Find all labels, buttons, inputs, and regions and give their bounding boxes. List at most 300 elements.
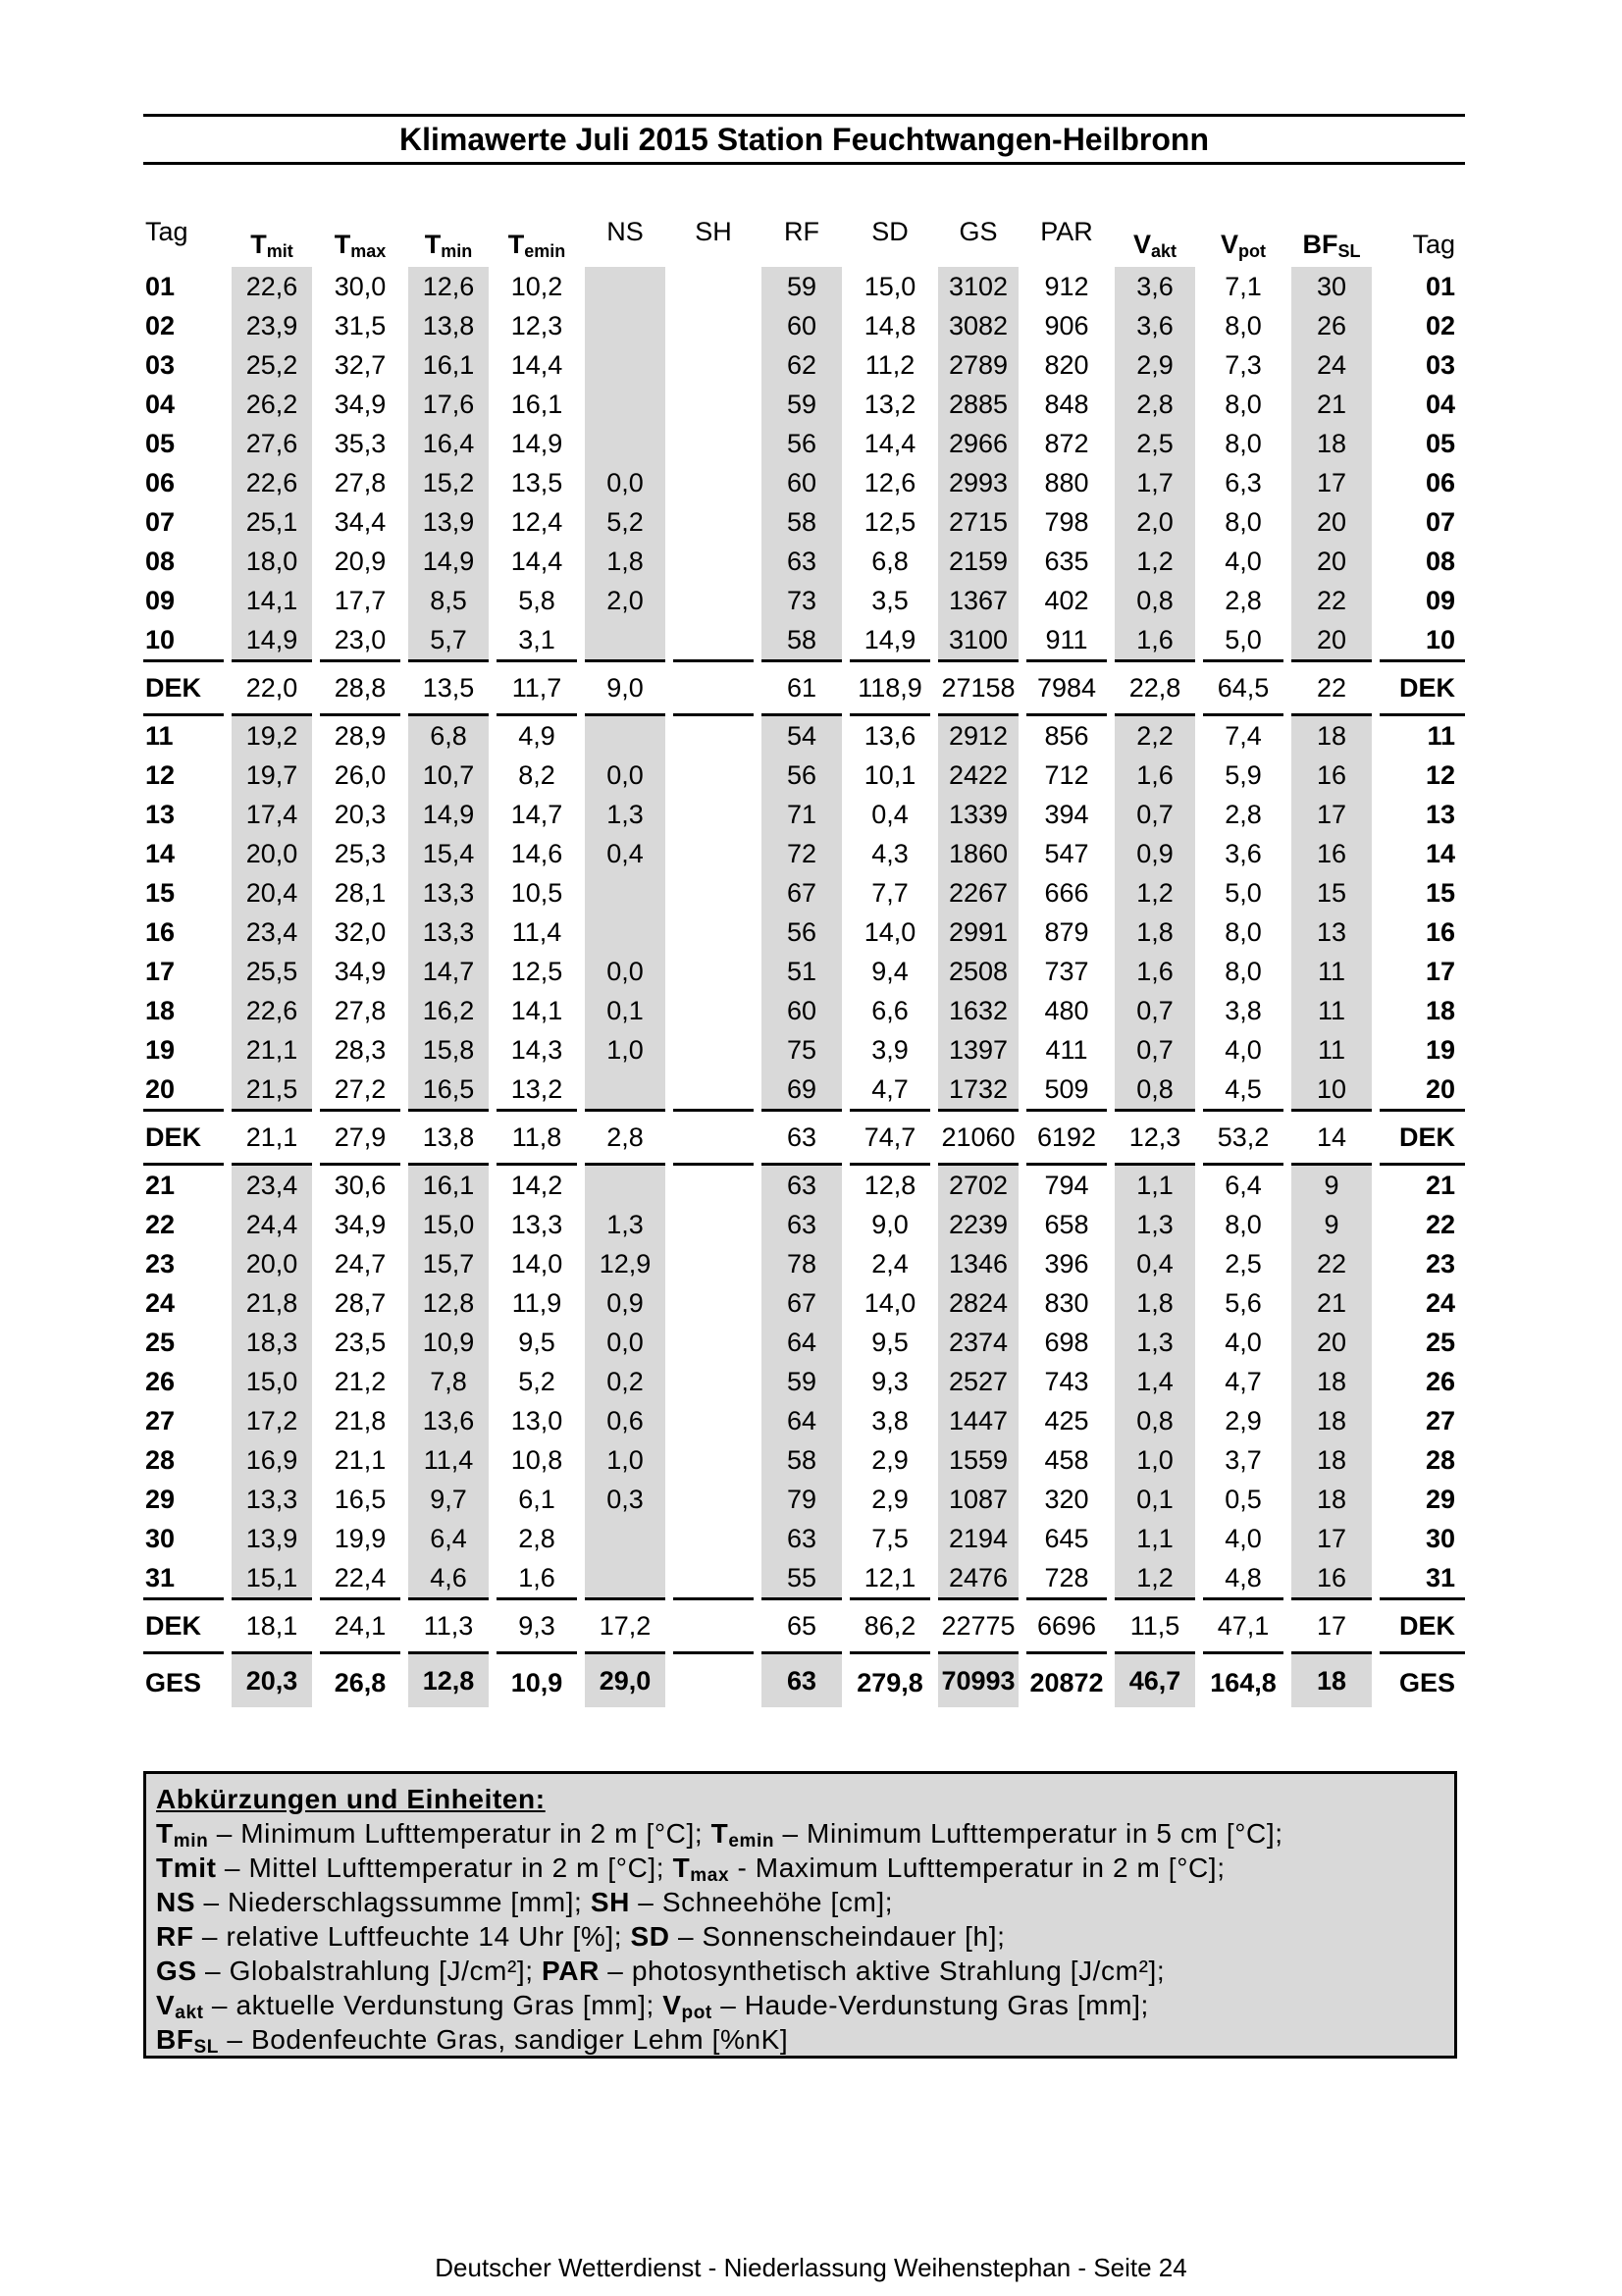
table-cell: 14,4 bbox=[510, 547, 563, 576]
table-cell: 20 bbox=[1287, 542, 1376, 581]
legend-term: SH bbox=[590, 1887, 630, 1917]
table-cell: 17 bbox=[1287, 795, 1376, 834]
table-cell: 14,0 bbox=[863, 917, 916, 947]
legend-line bbox=[156, 1954, 1454, 1988]
row-tag: 02 bbox=[145, 311, 176, 340]
table-cell bbox=[669, 795, 758, 834]
table-row bbox=[143, 1070, 1465, 1111]
table-cell: 458 bbox=[1044, 1445, 1089, 1475]
table-cell: 11,8 bbox=[493, 1111, 581, 1165]
row-tag: 25 bbox=[145, 1328, 176, 1357]
table-cell: 27,8 bbox=[334, 996, 387, 1025]
table-cell: 4,3 bbox=[871, 839, 909, 868]
table-cell: 7984 bbox=[1022, 661, 1111, 715]
table-cell: 5,2 bbox=[518, 1367, 555, 1396]
table-cell bbox=[581, 267, 669, 306]
table-cell: 23,4 bbox=[228, 1165, 316, 1206]
table-cell: 14,0 bbox=[510, 1249, 563, 1278]
table-cell: 12,6 bbox=[863, 468, 916, 497]
row-tag-right: 29 bbox=[1425, 1485, 1455, 1514]
table-cell: 7,4 bbox=[1199, 715, 1287, 757]
table-cell: 17 bbox=[1287, 1519, 1376, 1558]
table-cell bbox=[581, 1519, 669, 1558]
table-cell: 28,8 bbox=[316, 661, 404, 715]
table-cell: 8,0 bbox=[1225, 311, 1262, 340]
table-cell: 5,6 bbox=[1225, 1288, 1262, 1318]
table-cell: 1,0 bbox=[581, 1440, 669, 1480]
table-cell: 10,5 bbox=[510, 878, 563, 908]
table-cell: 23,9 bbox=[228, 306, 316, 345]
row-tag-right: 05 bbox=[1425, 429, 1455, 458]
table-cell: 1,3 bbox=[1111, 1323, 1199, 1362]
table-cell: 2194 bbox=[934, 1519, 1022, 1558]
table-cell: 69 bbox=[758, 1070, 846, 1111]
table-cell: 79 bbox=[758, 1480, 846, 1519]
row-tag-right: 15 bbox=[1425, 878, 1455, 908]
table-cell: 12,1 bbox=[863, 1563, 916, 1592]
table-cell: 394 bbox=[1044, 800, 1089, 829]
table-cell: 1,2 bbox=[1111, 1558, 1199, 1599]
table-cell: 880 bbox=[1044, 468, 1089, 497]
table-cell: 6,1 bbox=[518, 1485, 555, 1514]
table-cell: 1,1 bbox=[1111, 1519, 1199, 1558]
table-cell: 2,5 bbox=[1225, 1249, 1262, 1278]
table-cell: 9,5 bbox=[871, 1328, 909, 1357]
table-cell: 0,4 bbox=[581, 834, 669, 873]
table-cell: 820 bbox=[1044, 350, 1089, 380]
table-cell: 18 bbox=[1287, 1480, 1376, 1519]
row-tag-right: 06 bbox=[1425, 468, 1455, 497]
table-cell: 63 bbox=[758, 1519, 846, 1558]
table-cell: 21,8 bbox=[228, 1283, 316, 1323]
table-cell: 0,0 bbox=[581, 463, 669, 502]
table-cell: 2,2 bbox=[1111, 715, 1199, 757]
table-cell: 3100 bbox=[934, 620, 1022, 661]
table-cell: 13,5 bbox=[404, 661, 493, 715]
row-tag-right: 17 bbox=[1425, 957, 1455, 986]
table-cell bbox=[669, 1030, 758, 1070]
header-col-symbol: V bbox=[1221, 230, 1239, 259]
table-cell: 23,4 bbox=[228, 913, 316, 952]
table-cell: 13,3 bbox=[228, 1480, 316, 1519]
table-cell: 2,4 bbox=[871, 1249, 909, 1278]
table-cell: 16,9 bbox=[228, 1440, 316, 1480]
legend-term: V bbox=[156, 1990, 176, 2020]
table-cell: 19,2 bbox=[228, 715, 316, 757]
table-cell: 10,9 bbox=[404, 1323, 493, 1362]
table-cell: 14 bbox=[1287, 1111, 1376, 1165]
table-cell: 0,1 bbox=[1111, 1480, 1199, 1519]
table-cell: 1,0 bbox=[1111, 1440, 1199, 1480]
table-cell: 12,5 bbox=[510, 957, 563, 986]
header-col-symbol: T bbox=[424, 230, 442, 259]
header-col bbox=[758, 196, 846, 267]
table-row bbox=[143, 620, 1465, 661]
row-tag-right: 11 bbox=[1376, 715, 1465, 757]
table-cell: 15,8 bbox=[404, 1030, 493, 1070]
table-cell: 4,0 bbox=[1225, 1035, 1262, 1065]
table-cell: 26,0 bbox=[334, 760, 387, 790]
table-cell: 18,1 bbox=[228, 1599, 316, 1653]
table-cell: 2702 bbox=[934, 1165, 1022, 1206]
table-cell: 58 bbox=[758, 502, 846, 542]
table-cell: 32,0 bbox=[334, 917, 387, 947]
table-cell: 2,9 bbox=[1111, 345, 1199, 385]
table-cell: 6,8 bbox=[404, 715, 493, 757]
table-cell: 2824 bbox=[934, 1283, 1022, 1323]
table-cell: 56 bbox=[758, 756, 846, 795]
table-cell: 14,0 bbox=[863, 1288, 916, 1318]
table-cell: 23,5 bbox=[334, 1328, 387, 1357]
legend-text: – aktuelle Verdunstung Gras [mm]; bbox=[203, 1990, 663, 2020]
table-cell: 16 bbox=[1287, 1558, 1376, 1599]
legend-term-subscript: emin bbox=[728, 1831, 775, 1852]
table-cell: 17,2 bbox=[228, 1401, 316, 1440]
row-tag: 26 bbox=[145, 1367, 176, 1396]
legend-text: – Schneehöhe [cm]; bbox=[629, 1887, 894, 1917]
header-col-subscript: emin bbox=[524, 241, 566, 261]
table-cell: 13,8 bbox=[404, 1111, 493, 1165]
table-cell: 1,6 bbox=[1111, 756, 1199, 795]
table-cell: 3,9 bbox=[871, 1035, 909, 1065]
header-col-symbol: T bbox=[507, 230, 525, 259]
table-row bbox=[143, 1030, 1465, 1070]
table-cell: 20,0 bbox=[228, 834, 316, 873]
table-cell: 63 bbox=[758, 542, 846, 581]
table-cell: 794 bbox=[1022, 1165, 1111, 1206]
table-cell: 59 bbox=[758, 267, 846, 306]
page-title: Klimawerte Juli 2015 Station Feuchtwangen-Heilbronn bbox=[398, 122, 1210, 157]
table-cell: 63 bbox=[758, 1653, 846, 1712]
table-cell: 14,9 bbox=[228, 620, 316, 661]
table-cell: 8,5 bbox=[404, 581, 493, 620]
table-cell: 5,2 bbox=[581, 502, 669, 542]
table-cell: 24,1 bbox=[316, 1599, 404, 1653]
table-cell: 13,9 bbox=[228, 1519, 316, 1558]
row-tag: 18 bbox=[145, 996, 176, 1025]
table-cell: 4,7 bbox=[1225, 1367, 1262, 1396]
table-cell: 10,8 bbox=[510, 1445, 563, 1475]
table-cell: 9,5 bbox=[518, 1328, 555, 1357]
table-cell: 11 bbox=[1287, 991, 1376, 1030]
table-cell: 62 bbox=[758, 345, 846, 385]
row-tag: DEK bbox=[143, 1111, 228, 1165]
table-cell: 13,6 bbox=[846, 715, 934, 757]
table-cell: 86,2 bbox=[846, 1599, 934, 1653]
table-cell: 26,2 bbox=[228, 385, 316, 424]
table-cell: 164,8 bbox=[1199, 1653, 1287, 1712]
table-cell bbox=[669, 542, 758, 581]
table-cell: 1,2 bbox=[1111, 542, 1199, 581]
table-cell: 0,9 bbox=[581, 1283, 669, 1323]
table-cell: 17,7 bbox=[334, 586, 387, 615]
table-cell: 22775 bbox=[934, 1599, 1022, 1653]
table-cell: 1087 bbox=[934, 1480, 1022, 1519]
legend-term: T bbox=[156, 1818, 174, 1849]
table-cell: 830 bbox=[1044, 1288, 1089, 1318]
header-col bbox=[846, 196, 934, 267]
table-cell: 7,1 bbox=[1225, 272, 1262, 301]
table-cell: 4,0 bbox=[1225, 1524, 1262, 1553]
table-cell: 2,0 bbox=[1111, 502, 1199, 542]
legend-term: BF bbox=[156, 2024, 194, 2055]
table-cell: 30,0 bbox=[334, 272, 387, 301]
table-cell: 63 bbox=[758, 1205, 846, 1244]
table-cell: 20 bbox=[1287, 620, 1376, 661]
decade-row bbox=[143, 1111, 1465, 1165]
table-cell: 15,7 bbox=[404, 1244, 493, 1283]
table-cell: 879 bbox=[1044, 917, 1089, 947]
table-cell: 35,3 bbox=[334, 429, 387, 458]
table-row bbox=[143, 581, 1465, 620]
table-cell: 34,9 bbox=[334, 957, 387, 986]
table-cell: 1,7 bbox=[1111, 463, 1199, 502]
header-col bbox=[1022, 196, 1111, 267]
table-cell: 34,9 bbox=[334, 1210, 387, 1239]
table-cell bbox=[669, 873, 758, 913]
table-cell: 7,7 bbox=[871, 878, 909, 908]
table-cell: 12,6 bbox=[404, 267, 493, 306]
header-col-symbol: T bbox=[250, 230, 267, 259]
table-cell: 14,9 bbox=[404, 542, 493, 581]
table-cell bbox=[669, 756, 758, 795]
table-cell: 0,8 bbox=[1111, 1070, 1199, 1111]
legend-term: V bbox=[662, 1990, 682, 2020]
table-cell bbox=[669, 1070, 758, 1111]
table-cell: 1,8 bbox=[581, 542, 669, 581]
legend-text: – Bodenfeuchte Gras, sandiger Lehm [%nK] bbox=[219, 2024, 789, 2055]
legend-term: T bbox=[672, 1852, 691, 1883]
table-cell: 10 bbox=[1287, 1070, 1376, 1111]
table-cell: 11,2 bbox=[864, 350, 916, 380]
table-cell: 13,3 bbox=[404, 873, 493, 913]
table-cell: 15,0 bbox=[228, 1362, 316, 1401]
table-cell: 15,0 bbox=[863, 272, 916, 301]
table-cell: 58 bbox=[758, 1440, 846, 1480]
table-cell bbox=[669, 1165, 758, 1206]
table-cell: 24,4 bbox=[228, 1205, 316, 1244]
table-cell: 24 bbox=[1287, 345, 1376, 385]
table-cell: 3,6 bbox=[1111, 306, 1199, 345]
table-cell: 2,0 bbox=[581, 581, 669, 620]
table-row bbox=[143, 1401, 1465, 1440]
table-cell: 9,3 bbox=[493, 1599, 581, 1653]
legend-term: RF bbox=[156, 1921, 194, 1952]
table-cell bbox=[581, 1558, 669, 1599]
table-cell: 2374 bbox=[934, 1323, 1022, 1362]
table-cell: 1,4 bbox=[1111, 1362, 1199, 1401]
row-tag-right: DEK bbox=[1376, 661, 1465, 715]
decade-row bbox=[143, 661, 1465, 715]
row-tag-right: 01 bbox=[1425, 272, 1455, 301]
header-col-subscript: pot bbox=[1238, 241, 1266, 261]
table-cell: 18 bbox=[1287, 1440, 1376, 1480]
table-cell: 23,0 bbox=[334, 625, 387, 654]
table-cell: 17,6 bbox=[404, 385, 493, 424]
legend-term: Tmit bbox=[156, 1852, 217, 1883]
table-cell: 0,5 bbox=[1225, 1485, 1262, 1514]
row-tag: GES bbox=[143, 1653, 228, 1712]
table-cell: 737 bbox=[1044, 957, 1089, 986]
row-tag-right: 30 bbox=[1425, 1524, 1455, 1553]
row-tag: 03 bbox=[145, 350, 176, 380]
table-cell: 6696 bbox=[1022, 1599, 1111, 1653]
table-cell: 21,1 bbox=[228, 1030, 316, 1070]
table-cell: 16 bbox=[1287, 834, 1376, 873]
row-tag-right: 26 bbox=[1425, 1367, 1455, 1396]
table-cell bbox=[669, 1205, 758, 1244]
table-cell: 0,7 bbox=[1111, 795, 1199, 834]
header-row bbox=[143, 196, 1465, 267]
table-cell: 16,2 bbox=[404, 991, 493, 1030]
table-cell: 9,3 bbox=[871, 1367, 909, 1396]
table-cell: 2991 bbox=[934, 913, 1022, 952]
row-tag: 17 bbox=[145, 957, 176, 986]
table-cell bbox=[669, 620, 758, 661]
table-cell: 2,8 bbox=[1111, 385, 1199, 424]
table-cell: 13,3 bbox=[404, 913, 493, 952]
table-cell bbox=[669, 715, 758, 757]
table-cell: 1860 bbox=[934, 834, 1022, 873]
table-row bbox=[143, 463, 1465, 502]
table-cell bbox=[581, 345, 669, 385]
table-cell: 20,3 bbox=[334, 800, 387, 829]
table-cell: 635 bbox=[1044, 547, 1089, 576]
table-cell: 425 bbox=[1044, 1406, 1089, 1435]
row-tag: 30 bbox=[145, 1524, 176, 1553]
table-cell: 30 bbox=[1287, 267, 1376, 306]
row-tag: DEK bbox=[143, 661, 228, 715]
header-col bbox=[1199, 196, 1287, 267]
table-cell: 666 bbox=[1044, 878, 1089, 908]
table-cell: 4,6 bbox=[404, 1558, 493, 1599]
row-tag: 24 bbox=[145, 1288, 176, 1318]
table-cell: 25,1 bbox=[228, 502, 316, 542]
table-cell: 14,6 bbox=[510, 839, 563, 868]
table-cell bbox=[669, 952, 758, 991]
table-cell: 658 bbox=[1044, 1210, 1089, 1239]
table-cell bbox=[581, 424, 669, 463]
table-cell: 1,6 bbox=[518, 1563, 555, 1592]
table-cell: 12,8 bbox=[846, 1165, 934, 1206]
table-cell: 396 bbox=[1044, 1249, 1089, 1278]
table-cell: 0,0 bbox=[581, 952, 669, 991]
table-cell: 13,6 bbox=[404, 1401, 493, 1440]
table-cell: 28,3 bbox=[334, 1035, 387, 1065]
table-cell: 547 bbox=[1044, 839, 1089, 868]
row-tag: 06 bbox=[145, 468, 176, 497]
table-cell: 22,6 bbox=[228, 463, 316, 502]
table-cell: 0,8 bbox=[1111, 581, 1199, 620]
table-cell: 60 bbox=[758, 463, 846, 502]
table-cell: 70993 bbox=[934, 1653, 1022, 1712]
legend-term: PAR bbox=[542, 1956, 600, 1986]
table-cell: 21,5 bbox=[228, 1070, 316, 1111]
table-cell: 13,2 bbox=[863, 390, 916, 419]
table-cell: 9,7 bbox=[404, 1480, 493, 1519]
table-cell: 15,1 bbox=[228, 1558, 316, 1599]
table-cell: 8,0 bbox=[1225, 957, 1262, 986]
table-row bbox=[143, 1362, 1465, 1401]
legend-term-subscript: min bbox=[173, 1831, 209, 1852]
table-cell: 4,7 bbox=[871, 1074, 909, 1104]
table-row bbox=[143, 795, 1465, 834]
table-cell: 11,3 bbox=[404, 1599, 493, 1653]
table-cell: 18 bbox=[1287, 715, 1376, 757]
header-col-subscript: max bbox=[350, 241, 387, 261]
table-row bbox=[143, 1440, 1465, 1480]
table-cell: 11 bbox=[1287, 952, 1376, 991]
table-cell: 3,6 bbox=[1225, 839, 1262, 868]
table-cell: 8,0 bbox=[1225, 429, 1262, 458]
table-cell: 411 bbox=[1045, 1035, 1088, 1065]
table-cell bbox=[669, 913, 758, 952]
table-cell: 3,8 bbox=[871, 1406, 909, 1435]
table-cell: 14,4 bbox=[510, 350, 563, 380]
row-tag-right: 28 bbox=[1425, 1445, 1455, 1475]
table-cell: 24,7 bbox=[334, 1249, 387, 1278]
table-cell: 28,1 bbox=[334, 878, 387, 908]
row-tag: 04 bbox=[145, 390, 176, 419]
row-tag: 01 bbox=[145, 272, 176, 301]
total-row bbox=[143, 1653, 1465, 1712]
table-cell: 16,1 bbox=[404, 1165, 493, 1206]
table-cell: 61 bbox=[758, 661, 846, 715]
table-cell bbox=[581, 715, 669, 757]
table-cell: 22,0 bbox=[228, 661, 316, 715]
table-cell: 20872 bbox=[1022, 1653, 1111, 1712]
table-cell: 6,3 bbox=[1225, 468, 1262, 497]
table-cell: 18 bbox=[1287, 1653, 1376, 1712]
header-col-symbol: SD bbox=[871, 217, 909, 246]
table-cell: 14,8 bbox=[863, 311, 916, 340]
climate-table-body bbox=[143, 196, 1465, 1711]
table-cell: 13,2 bbox=[510, 1074, 563, 1104]
legend-text: – Globalstrahlung [J/cm²]; bbox=[196, 1956, 543, 1986]
row-tag-right: 21 bbox=[1376, 1165, 1465, 1206]
table-cell: 1,3 bbox=[581, 1205, 669, 1244]
table-cell: 2715 bbox=[934, 502, 1022, 542]
table-cell: 21 bbox=[1287, 385, 1376, 424]
table-cell: 11,4 bbox=[511, 917, 562, 947]
table-cell: 34,9 bbox=[334, 390, 387, 419]
legend-term-subscript: max bbox=[690, 1865, 730, 1886]
row-tag-right: 19 bbox=[1425, 1035, 1455, 1065]
table-cell: 17 bbox=[1287, 463, 1376, 502]
table-cell: 51 bbox=[758, 952, 846, 991]
table-cell: 28,9 bbox=[316, 715, 404, 757]
table-cell: 55 bbox=[758, 1558, 846, 1599]
table-row bbox=[143, 385, 1465, 424]
row-tag-right: 03 bbox=[1425, 350, 1455, 380]
table-cell: 22 bbox=[1287, 1244, 1376, 1283]
table-cell: 1,3 bbox=[581, 795, 669, 834]
table-cell bbox=[669, 306, 758, 345]
table-cell: 25,2 bbox=[228, 345, 316, 385]
row-tag-right: 10 bbox=[1425, 625, 1455, 654]
table-row bbox=[143, 952, 1465, 991]
table-cell: 15 bbox=[1287, 873, 1376, 913]
row-tag: 14 bbox=[145, 839, 176, 868]
row-tag: 11 bbox=[143, 715, 228, 757]
row-tag-right: 24 bbox=[1425, 1288, 1455, 1318]
table-row bbox=[143, 267, 1465, 306]
table-cell: 22,6 bbox=[228, 267, 316, 306]
table-cell: 8,0 bbox=[1225, 507, 1262, 537]
table-cell: 11,5 bbox=[1111, 1599, 1199, 1653]
table-row bbox=[143, 306, 1465, 345]
table-cell: 17 bbox=[1287, 1599, 1376, 1653]
